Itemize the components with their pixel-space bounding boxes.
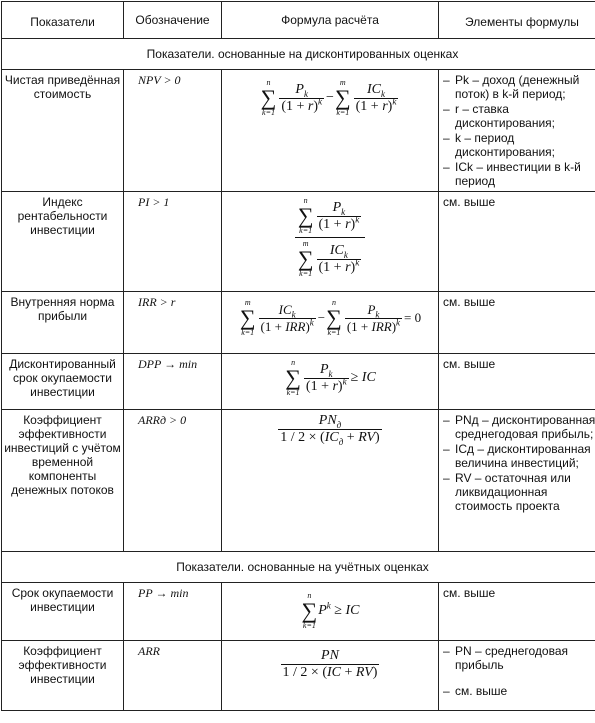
element-item: – r – ставка дисконтирования; bbox=[443, 102, 595, 130]
table-row bbox=[2, 192, 595, 292]
row-designation: IRR > r bbox=[124, 292, 222, 354]
section-accounting: Показатели. основанные на учётных оценках bbox=[2, 552, 595, 583]
element-item: – RV – остаточная или ликвидационная стоимость проекта bbox=[443, 471, 595, 513]
header-elements: Элементы формулы bbox=[439, 2, 595, 39]
row-designation: DPP → min bbox=[124, 354, 222, 410]
row-elements bbox=[439, 641, 595, 711]
element-item: – Pk – доход (денежный поток) в k-й период; bbox=[443, 73, 595, 101]
indicators-table bbox=[1, 1, 595, 711]
row-elements: см. выше bbox=[439, 354, 595, 410]
row-name: Чистая приведённая стоимость bbox=[2, 70, 124, 192]
row-name: Коэффициент эффективности инвестиций с учётом временной компоненты денежных потоков bbox=[2, 410, 124, 552]
table-row bbox=[2, 410, 595, 552]
table-row bbox=[2, 292, 595, 354]
row-elements bbox=[439, 70, 595, 192]
row-name: Индекс рентабельности инвестиции bbox=[2, 192, 124, 292]
row-designation: NPV > 0 bbox=[124, 70, 222, 192]
row-name: Внутренняя норма прибыли bbox=[2, 292, 124, 354]
header-designation: Обозначение bbox=[124, 2, 222, 39]
formula-npv: n ∑ k=1 $\frac{P_k}{(1 + r)^k}$ − m ∑ k=1 $\frac{IC_k}{(1 + r)^k}$ bbox=[222, 70, 439, 192]
element-item: – k – период дисконтирования; bbox=[443, 131, 595, 159]
row-name: Коэффициент эффективности инвестиции bbox=[2, 641, 124, 711]
formula-arr: $\frac{PN}{1 / 2 \times (IC + RV)}$ bbox=[222, 641, 439, 711]
row-elements bbox=[439, 410, 595, 552]
row-elements: см. выше bbox=[439, 192, 595, 292]
section-row bbox=[2, 552, 595, 583]
formula-dpp: n ∑ k=1 $\frac{P_k}{(1 + r)^k}$ ≥ IC bbox=[222, 354, 439, 410]
row-elements: см. выше bbox=[439, 292, 595, 354]
header-row bbox=[2, 2, 595, 39]
row-name: Дисконтированный срок окупаемости инвестиции bbox=[2, 354, 124, 410]
element-item: – ICд – дисконтированная величина инвестиций; bbox=[443, 442, 595, 470]
formula-arr-discounted: $\frac{PN_д}{1 / 2 \times (IC_д + RV)}$ bbox=[222, 410, 439, 552]
section-row bbox=[2, 39, 595, 70]
table-row bbox=[2, 354, 595, 410]
row-designation: PP → min bbox=[124, 583, 222, 641]
element-item: – ICk – инвестиции в k-й период bbox=[443, 160, 595, 188]
formula-irr: m ∑ k=1 $\frac{IC_k}{(1 + IRR)^k}$ − n ∑ k=1 $\frac{P_k}{(1 + IRR)^k}$ = 0 bbox=[222, 292, 439, 354]
row-designation: ARRд > 0 bbox=[124, 410, 222, 552]
row-designation: ARR bbox=[124, 641, 222, 711]
table-row bbox=[2, 583, 595, 641]
table-row bbox=[2, 70, 595, 192]
header-indicators: Показатели bbox=[2, 2, 124, 39]
formula-pp: n ∑ k=1 $P^k$ ≥ IC bbox=[222, 583, 439, 641]
row-designation: PI > 1 bbox=[124, 192, 222, 292]
header-formula: Формула расчёта bbox=[222, 2, 439, 39]
element-item: – PNд – дисконтированная среднегодовая прибыль; bbox=[443, 413, 595, 441]
row-elements: см. выше bbox=[439, 583, 595, 641]
formula-pi: n ∑ k=1 $\frac{P_k}{(1 + r)^k}$ m ∑ k=1 $\frac{IC_k}{(1 + r)^k}$ bbox=[222, 192, 439, 292]
element-item: – см. выше bbox=[443, 684, 595, 698]
element-item: – PN – среднегодовая прибыль bbox=[443, 644, 595, 672]
row-name: Срок окупаемости инвестиции bbox=[2, 583, 124, 641]
table-row bbox=[2, 641, 595, 711]
section-discounted: Показатели. основанные на дисконтированных оценках bbox=[2, 39, 595, 70]
